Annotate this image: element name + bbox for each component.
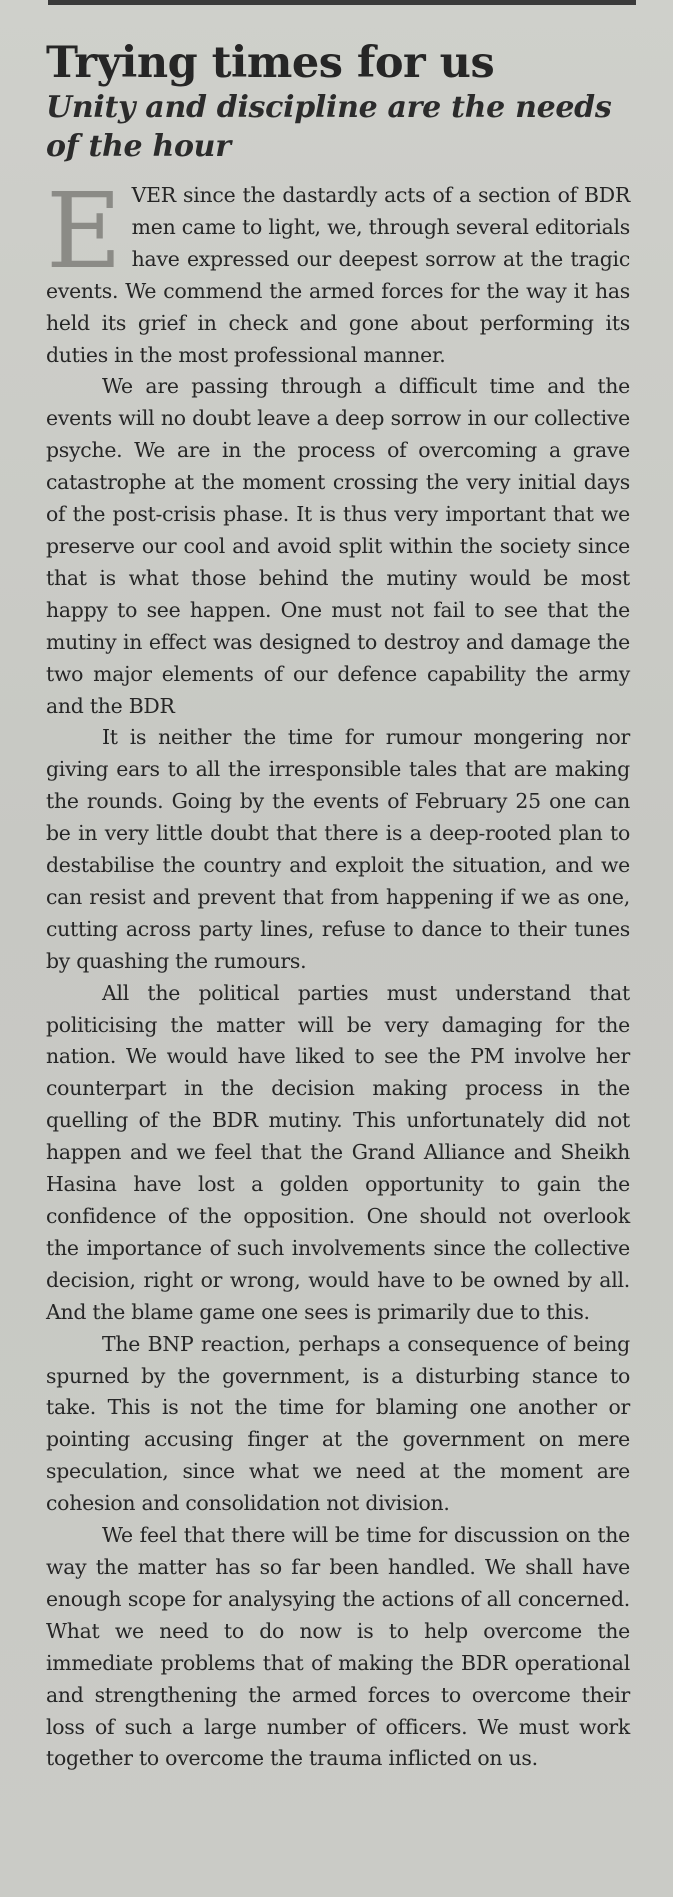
paragraph-4: All the political parties must understand that politicising the matter will be very damaging for the nation. We would have liked to see the PM involve her counterpart in the decision making process in the quelling of the BDR mutiny. This unfortunately did not happen and we feel that the Grand Alliance and Sheikh Hasina have lost a golden opportunity to gain the confidence of the opposition. One should not overlook the importance of such involvements since the collective decision, right or wrong, would have to be owned by all. And the blame game one sees is primarily due to this. <box>46 980 630 1324</box>
article-body <box>46 170 630 1775</box>
top-rule <box>48 0 636 5</box>
paragraph-1-text: VER since the dastardly acts of a section of BDR men came to light, we, through several editorials have expressed our deepest sorrow at the tragic events. We commend the armed forces for the way it has held its grief in check and gone about performing its duties in the most professional manner. <box>46 183 630 367</box>
paragraph-2: We are passing through a difficult time and the events will no doubt leave a deep sorrow in our collective psyche. We are in the process of overcoming a grave catastrophe at the moment crossing the very initial days of the post-crisis phase. It is thus very important that we preserve our cool and avoid split within the society since that is what those behind the mutiny would be most happy to see happen. One must not fail to see that the mutiny in effect was designed to destroy and damage the two major elements of our defence capability the army and the BDR <box>46 374 630 718</box>
editorial-column <box>46 38 630 1775</box>
subheadline: Unity and discipline are the needs of the hour <box>46 90 612 164</box>
paragraph-5: The BNP reaction, perhaps a consequence of being spurned by the government, is a disturbing stance to take. This is not the time for blaming one another or pointing accusing finger at the government on mere speculation, since what we need at the moment are cohesion and consolidation not division. <box>46 1331 630 1516</box>
paragraph-3: It is neither the time for rumour mongering nor giving ears to all the irresponsible tales that are making the rounds. Going by the events of February 25 one can be in very little doubt that there is a deep-rooted plan to destabilise the country and exploit the situation, and we can resist and prevent that from happening if we as one, cutting across party lines, refuse to dance to their tunes by quashing the rumours. <box>46 725 630 973</box>
paragraph-6: We feel that there will be time for discussion on the way the matter has so far been handled. We shall have enough scope for analysying the actions of all concerned. What we need to do now is to help overcome the immediate problems that of making the BDR operational and strengthening the armed forces to overcome their loss of such a large number of officers. We must work together to overcome the trauma inflicted on us. <box>46 1523 630 1771</box>
drop-cap: E <box>46 170 122 292</box>
headline: Trying times for us <box>46 38 495 88</box>
paragraph-1 <box>46 170 630 371</box>
